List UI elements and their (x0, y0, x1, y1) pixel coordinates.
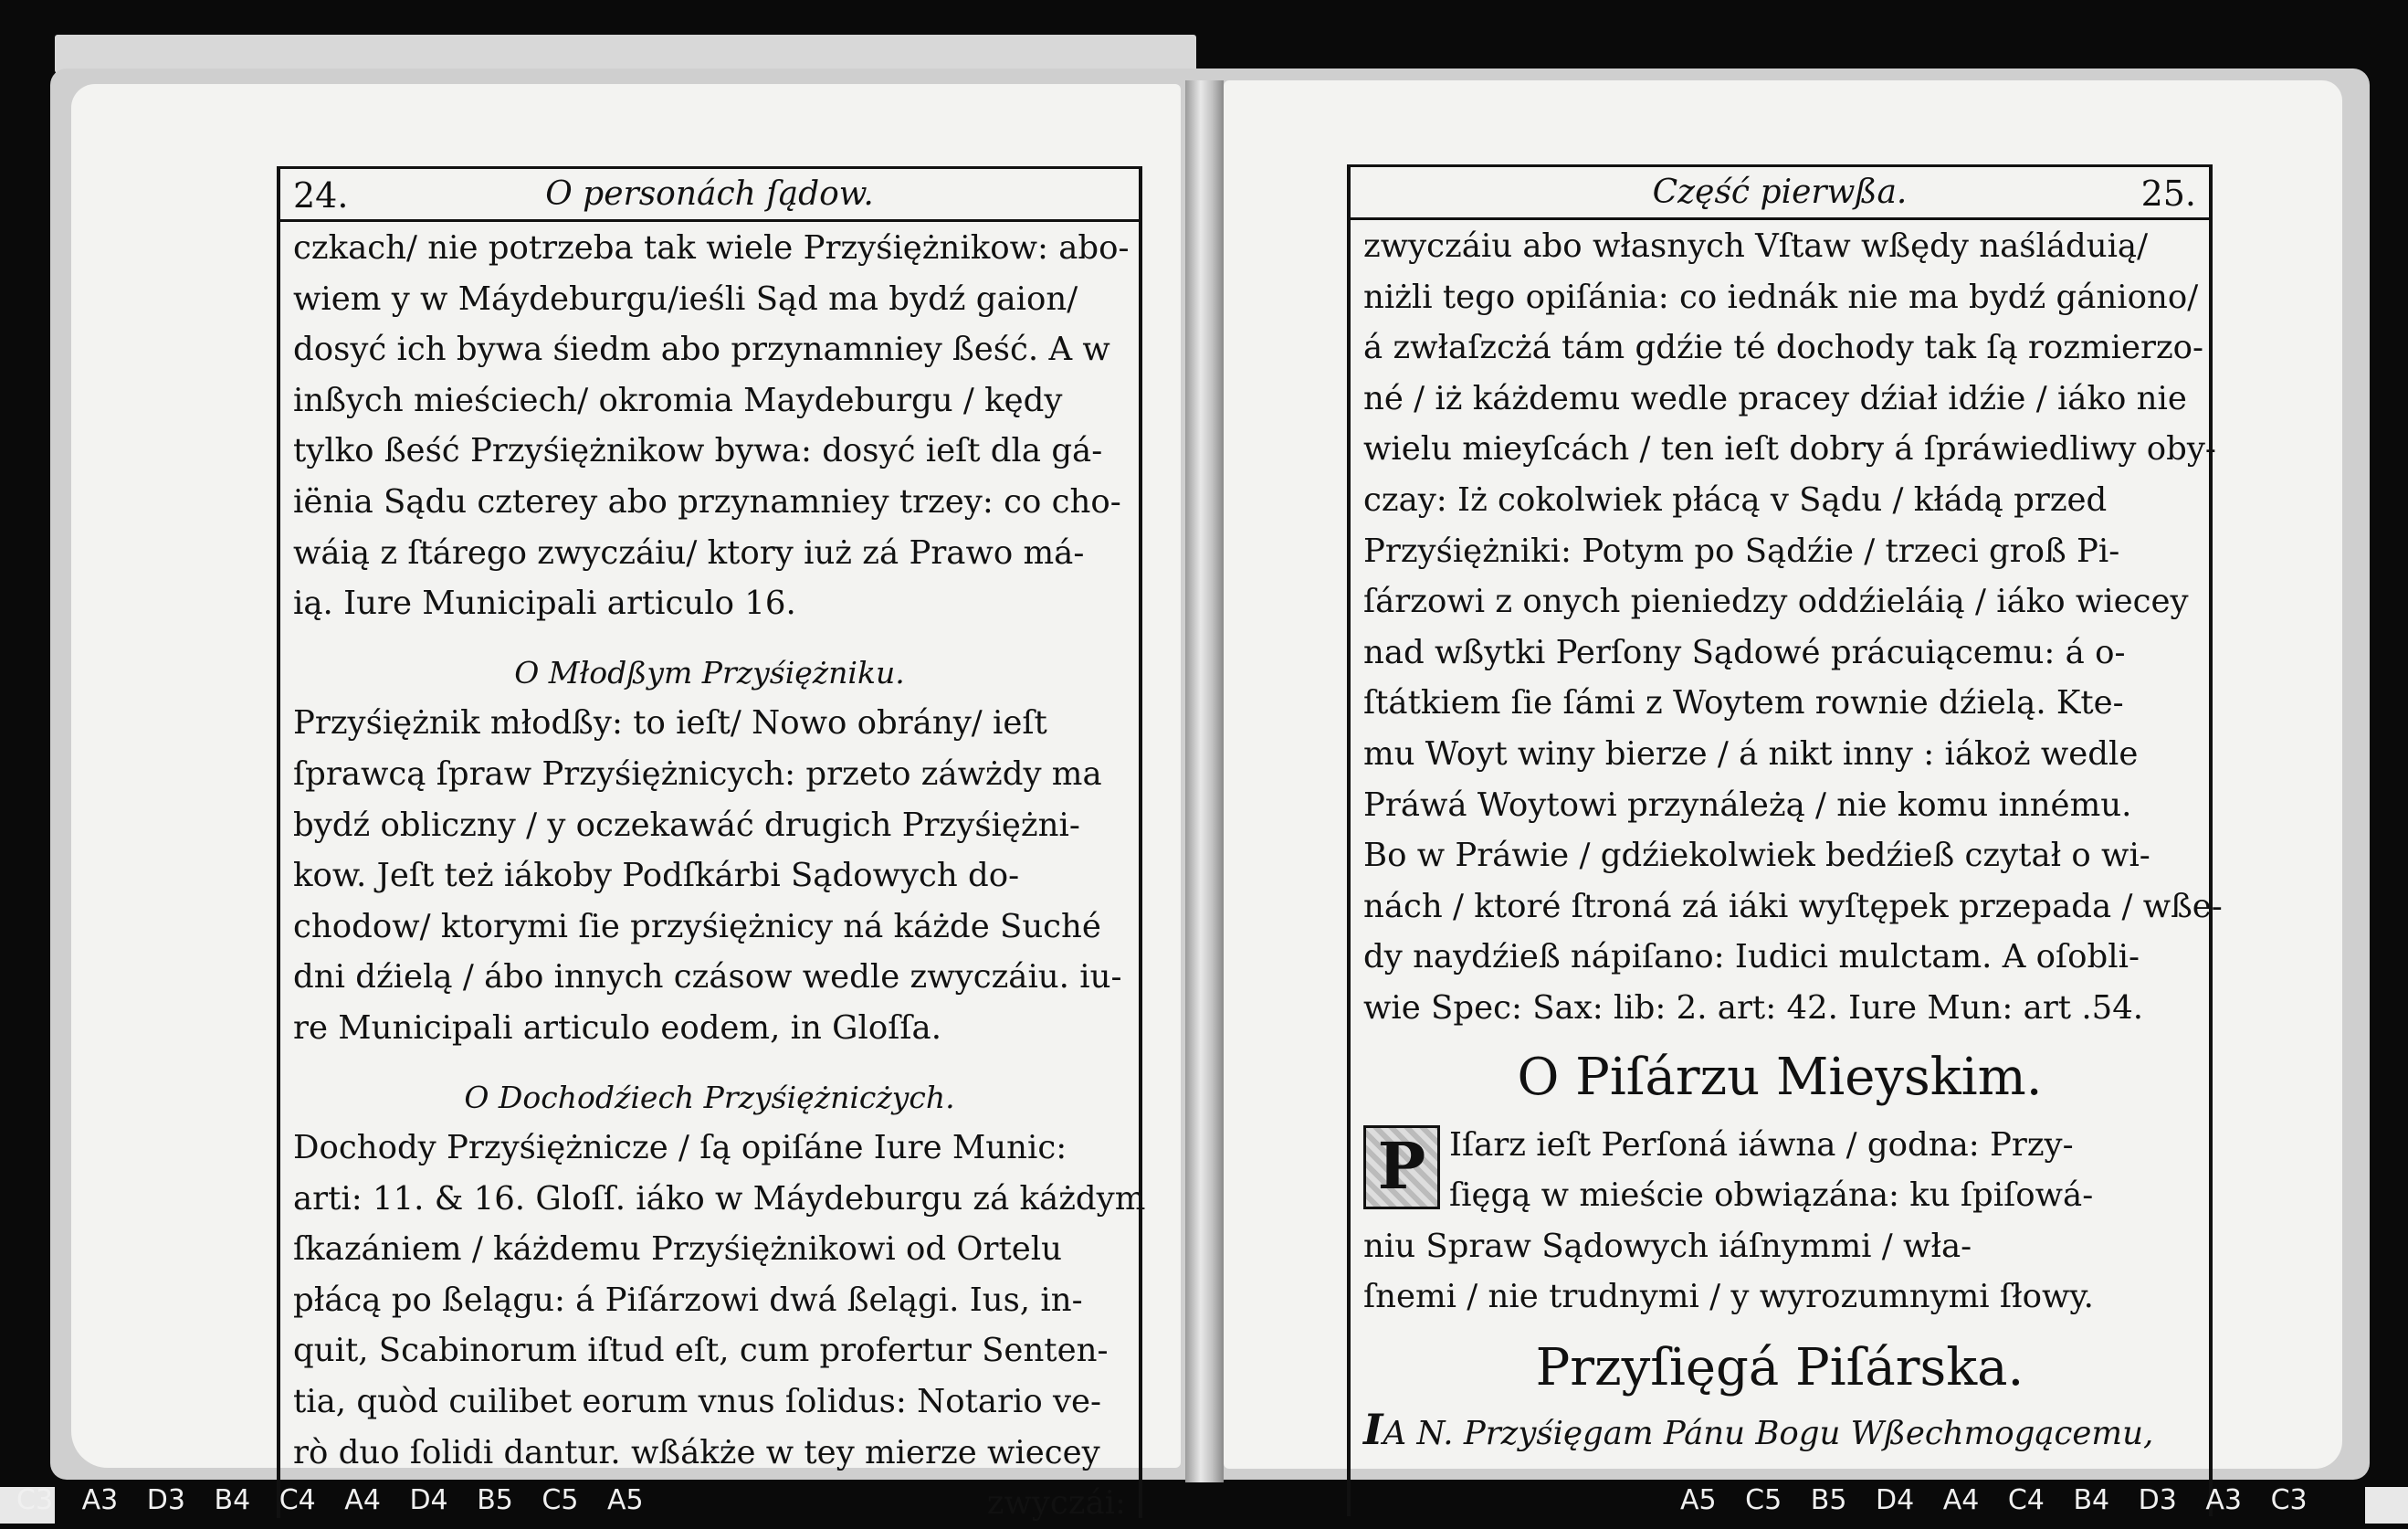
text-line: ſárzowi z onych pieniedzy oddźieláią / iáko wiecey (1363, 583, 2189, 621)
scanner-label: A4 (344, 1484, 381, 1516)
scanner-label: A4 (1942, 1484, 1980, 1516)
scanner-label: C5 (542, 1484, 579, 1516)
text-line: zwyczáiu abo własnych Vſtaw wßędy naśláduią/ (1363, 227, 2149, 265)
oath-text: A N. Przyśięgam Pánu Bogu Wßechmogącemu, (1383, 1414, 2154, 1452)
scanner-label: C3 (2270, 1484, 2308, 1516)
text-line: Przyśiężniki: Potym po Sądźie / trzeci groß Pi- (1363, 532, 2120, 570)
text-line: Iſarz ieſt Perſoná iáwna / godna: Przy- (1449, 1125, 2074, 1164)
text-line: rò duo ſolidi dantur. wßákże w tey mierze wiecey (293, 1433, 1100, 1471)
scanner-labels-left (16, 1484, 664, 1524)
text-line: re Municipali articulo eodem, in Gloſſa. (293, 1008, 941, 1047)
scanner-label: D4 (1875, 1484, 1915, 1516)
scanner-edge-right (2365, 1487, 2408, 1524)
text-line: ſięgą w mieście obwiązána: ku ſpiſowá- (1449, 1176, 2094, 1215)
catchword: zwyczái: (986, 1484, 1126, 1523)
text-line: wie Spec: Sax: lib: 2. art: 42. Iure Mun: art .54. (1363, 988, 2144, 1027)
text-line: wáią z ſtárego zwyczáiu/ ktory iuż zá Prawo má- (293, 533, 1085, 572)
right-header (1363, 172, 2196, 217)
text-line: czkach/ nie potrzeba tak wiele Przyśiężnikow: abo- (293, 229, 1130, 267)
page-number: 24. (293, 175, 349, 216)
text-line: né / iż káżdemu wedle pracey dźiał idźie / iáko nie (1363, 379, 2187, 417)
header-rule (280, 219, 1139, 222)
scanner-label: C4 (279, 1484, 316, 1516)
scanner-label: C4 (2007, 1484, 2045, 1516)
text-line: tia, quòd cuilibet eorum vnus ſolidus: Notario ve- (293, 1383, 1102, 1421)
top-rule (280, 166, 1139, 169)
text-line: nách / ktoré ſtroná zá iáki wyſtępek przepada / wße- (1363, 887, 2223, 925)
scanner-label: B4 (2073, 1484, 2110, 1516)
scanner-label: B5 (1810, 1484, 1847, 1516)
text-line: dosyć ich bywa śiedm abo przynamniey ßeść. A w (293, 331, 1110, 369)
text-line: ią. Iure Municipali articulo 16. (293, 585, 796, 623)
right-page (1224, 80, 2342, 1469)
scanner-labels-right (1680, 1484, 2328, 1524)
scanner-label: B4 (214, 1484, 251, 1516)
left-text-frame (277, 166, 1146, 1523)
text-line: inßych mieściech/ okromia Maydeburgu / kędy (293, 381, 1063, 419)
right-text-frame (1347, 164, 2223, 1516)
text-line: ſtátkiem ſie ſámi z Woytem rownie dźielą. Kte- (1363, 684, 2124, 722)
section-heading: Przyſięgá Piſárska. (1535, 1337, 2024, 1397)
text-line: płácą po ßelągu: á Piſárzowi dwá ßelągi. Ius, in- (293, 1281, 1083, 1319)
running-title: O personách ſądow. (545, 175, 874, 213)
text-line: ſkazániem / káżdemu Przyśiężnikowi od Ortelu (293, 1230, 1062, 1269)
scanner-label: D4 (409, 1484, 448, 1516)
text-line: niu Spraw Sądowych iáſnymmi / wła- (1363, 1227, 1972, 1265)
right-body (1363, 221, 2223, 1459)
scanner-label: D3 (2138, 1484, 2177, 1516)
oath-line (1363, 1405, 2196, 1460)
running-title: Część pierwßa. (1652, 174, 1908, 211)
scanner-strip (55, 35, 1196, 73)
scanner-label: A5 (607, 1484, 644, 1516)
scanner-label: C3 (16, 1484, 54, 1516)
text-line: wielu mieyſcách / ten ieſt dobry á ſpráwiedliwy oby- (1363, 430, 2216, 469)
decorated-paragraph (1363, 1120, 2196, 1323)
section-heading: O Dochodźiech Przyśiężnicżych. (464, 1079, 955, 1115)
text-line: dy naydźieß nápiſano: Iudici mulctam. A oſobli- (1363, 938, 2140, 976)
text-line: tylko ßeść Przyśiężnikow bywa: dosyć ieſt dla gá- (293, 432, 1103, 470)
text-line: wiem y w Máydeburgu/ieśli Sąd ma bydź gaion/ (293, 279, 1078, 318)
header-rule (1351, 217, 2209, 220)
scanner-label: D3 (146, 1484, 185, 1516)
section-heading: O Młodßym Przyśiężniku. (514, 654, 905, 691)
page-number: 25. (2140, 174, 2196, 214)
text-line: iënia Sądu czterey abo przynamniey trzey: co cho- (293, 482, 1121, 521)
scanner-label: A5 (1680, 1484, 1717, 1516)
text-line: chodow/ ktorymi ſie przyśiężnicy ná káżde Suché (293, 907, 1101, 945)
scanner-label: A3 (81, 1484, 119, 1516)
text-line: Przyśiężnik młodßy: to ieſt/ Nowo obrány/ ieſt (293, 704, 1047, 743)
text-line: á zwłaſzcżá tám gdźie té dochody tak ſą rozmierzo- (1363, 329, 2204, 367)
text-line: kow. Jeſt też iákoby Podſkárbi Sądowych do- (293, 857, 1020, 895)
decorated-initial: P (1363, 1125, 1440, 1209)
text-line: Dochody Przyśiężnicze / ſą opiſáne Iure Munic: (293, 1129, 1067, 1167)
text-line: Práwá Woytowi przynáleżą / nie komu innému. (1363, 786, 2132, 824)
text-line: bydź obliczny / y oczekawáć drugich Przyśiężni- (293, 806, 1080, 844)
text-line: niżli tego opiſánia: co iednák nie ma bydź gániono/ (1363, 278, 2199, 316)
chapter-heading: O Piſárzu Mieyskim. (1517, 1047, 2043, 1107)
text-line: arti: 11. & 16. Gloſſ. iáko w Máydeburgu zá káżdym (293, 1179, 1146, 1218)
text-line: czay: Iż cokolwiek płácą v Sądu / kłádą przed (1363, 480, 2108, 519)
scanner-label: B5 (477, 1484, 513, 1516)
text-line: mu Woyt winy bierze / á nikt inny : iákoż wedle (1363, 734, 2139, 773)
text-line: ſnemi / nie trudnymi / y wyrozumnymi ſłowy. (1363, 1278, 2094, 1316)
scanner-label: A3 (2205, 1484, 2243, 1516)
text-line: nad wßytki Perſony Sądowé prácuiącemu: á o- (1363, 633, 2126, 671)
text-line: quit, Scabinorum iſtud eſt, cum profertur Senten- (293, 1332, 1109, 1370)
text-line: ſprawcą ſpraw Przyśiężnicych: przeto záwżdy ma (293, 754, 1102, 793)
top-rule (1351, 164, 2209, 167)
text-line: Bo w Práwie / gdźiekolwiek bedźieß czytał o wi- (1363, 837, 2150, 875)
oath-initial: I (1363, 1404, 1383, 1454)
text-line: dni dźielą / ábo innych czásow wedle zwyczáiu. iu- (293, 958, 1122, 996)
scanner-label: C5 (1745, 1484, 1782, 1516)
left-header (293, 174, 1126, 219)
left-body (293, 223, 1146, 1529)
book-gutter (1185, 80, 1224, 1482)
